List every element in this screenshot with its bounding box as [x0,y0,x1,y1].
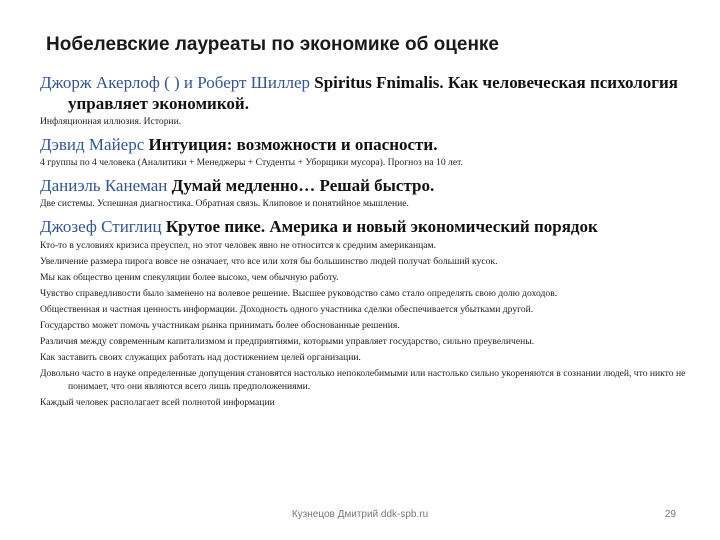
list-item: Кто-то в условиях кризиса преуспел, но этот человек явно не относится к средним американцам. [40,240,436,251]
book-title: Spiritus Fnimalis. Как человеческая психология управляет экономикой. [68,73,678,113]
entry-myers [40,134,690,169]
slide-content [40,70,690,412]
entry-heading [40,72,690,114]
slide-footer: Кузнецов Дмитрий ddk-spb.ru [291,509,429,520]
list-item: Общественная и частная ценность информации. Доходность одного участника сделки обеспечивается убытками другой. [40,304,534,315]
entry-note: Инфляционная иллюзия. Истории. [40,116,182,127]
entry-stiglitz [40,216,690,409]
entry-heading [40,175,690,196]
author-name: Джозеф Стиглиц [40,217,162,236]
entry-akerlof-shiller [40,72,690,128]
list-item: Довольно часто в науке определенные допущения становятся настолько непоколебимыми или настолько сильно укореняются в сознании людей, что никто не понимает, что они являются всего лишь предположениями. [40,368,686,392]
author-name: Даниэль Канеман [40,176,168,195]
entry-kahneman [40,175,690,210]
book-title: Крутое пике. Америка и новый экономический порядок [165,217,598,236]
slide-title: Нобелевские лауреаты по экономике об оценке [46,34,499,55]
list-item: Государство может помочь участникам рынка принимать более обоснованные решения. [40,320,400,331]
list-item: Каждый человек располагает всей полнотой информации [40,397,275,408]
entry-note: 4 группы по 4 человека (Аналитики + Менеджеры + Студенты + Уборщики мусора). Прогноз на 10 лет. [40,157,463,168]
author-name: Дэвид Майерс [40,135,145,154]
list-item: Чувство справедливости было заменено на волевое решение. Высшее руководство само стало определять свою долю доходов. [40,288,558,299]
book-title: Думай медленно… Решай быстро. [171,176,435,195]
list-item: Как заставить своих служащих работать над достижением целей организации. [40,352,361,363]
list-item: Различия между современным капитализмом и предприятиями, которыми управляет государство, сильно преувеличены. [40,336,535,347]
entry-heading [40,216,690,237]
list-item: Увеличение размера пирога вовсе не означает, что все или хотя бы большинство людей получат больший кусок. [40,256,498,267]
author-name: Джорж Акерлоф ( ) и Роберт Шиллер [40,73,310,92]
list-item: Мы как общество ценим спекуляции более высоко, чем обычную работу. [40,272,339,283]
page-number: 29 [664,509,676,520]
stiglitz-points [40,239,690,409]
book-title: Интуиция: возможности и опасности. [148,135,438,154]
entry-heading [40,134,690,155]
entry-note: Две системы. Успешная диагностика. Обратная связь. Клиповое и понятийное мышление. [40,198,409,209]
